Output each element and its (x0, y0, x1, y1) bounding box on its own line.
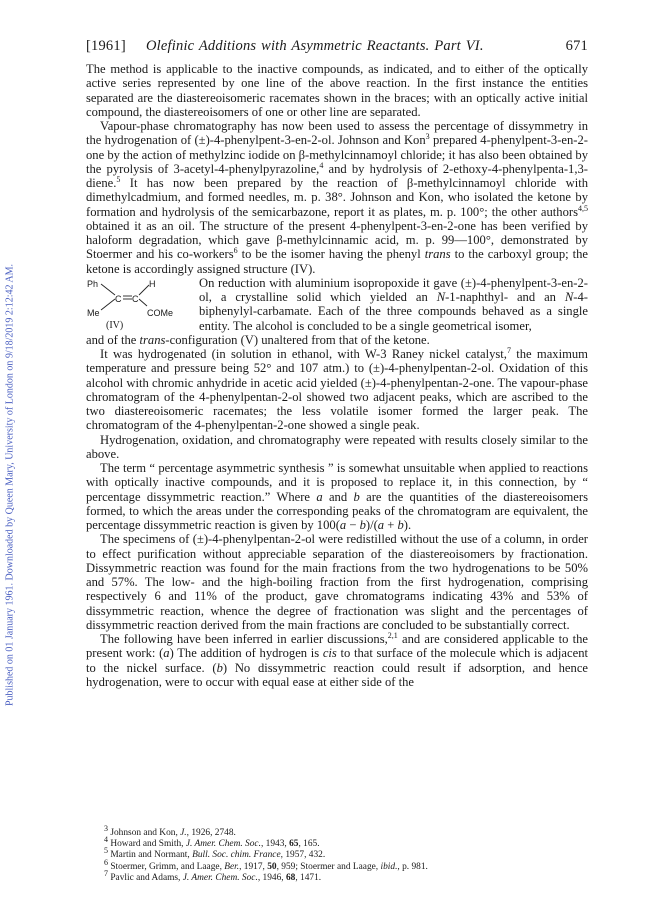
bond-h (139, 285, 149, 295)
page-number: 671 (565, 38, 588, 54)
atom-me: Me (87, 307, 100, 318)
structure-bonds (86, 276, 198, 333)
atom-c2: C (132, 293, 139, 304)
paragraph-chromatography: Vapour-phase chromatography has now been used to assess the percentage of dissymmetry in the hydrogenation of (±)-4-phenylpent-3-en-2-ol. Johnson and Kon$^3$ prepared 4-phenylpent-3-en-2-one by the action of methylzinc iodide on β-methylcinnamoyl chloride; it has also been obtained by the pyrolysis of 3-acetyl-4-phenylpyrazoline,$^4$ and by hydrolysis of 2-ethoxy-4-phenylpenta-1,3-diene.$^5$ It has now been prepared by the reaction of β-methylcinnamoyl chloride with dimethylcadmium, and formed needles, m. p. 38°. Johnson and Kon, who isolated the ketone by formation and hydrolysis of the semicarbazone, report it as plates, m. p. 100°; the other authors$^{4,5}$ obtained it as an oil. The structure of the present 4-phenylpent-3-en-2-one has been verified by haloform degradation, which gave β-methylcinnamic acid, m. p. 99—100°, demonstrated by Stoermer and his co-workers$^6$ to be the isomer having the phenyl trans to the carboxyl group; the ketone is accordingly assigned structure (IV). (86, 119, 589, 276)
paragraph-specimens: The specimens of (±)-4-phenylpentan-2-ol were redistilled without the use of a column, in order to effect purification without appreciable separation of the diastereoisomers by fractionation. Dissymmetric reaction was found for the main fractions from the two hydrogenations to be 50% and 57%. The low- and the high-boiling fraction from the first hydrogenation, comprising respectively 6 and 11% of the product, gave chromatograms indicating 43% and 53% of dissymmetric reaction, whence the degree of fractionation was slight and the percentages of dissymmetric reaction derived from the main fractions are concluded to be substantially correct. (86, 532, 588, 632)
footnote-ref: 5 (116, 174, 121, 184)
download-notice (0, 95, 20, 875)
paragraph-reduction: On reduction with aluminium isopropoxide it gave (±)-4-phenylpent-3-en-2-ol, a crystalline solid which yielded an N-1-naphthyl- and an N-4-biphenylyl-carbamate. Each of the three compounds behaved as a single entity. The alcohol is concluded to be a single geometrical isomer, (199, 275, 588, 333)
paragraph-method: The method is applicable to the inactive compounds, as indicated, and to either of the optically active series represented by one line of the above reaction. In the first instance the entities separated are the diastereoisomeric racemates shown in the braces; with an optically active initial compound, the diastereoisomers of one or other line are separated. (86, 62, 588, 119)
header-year: [1961] (86, 38, 126, 54)
structure-iv-diagram (86, 276, 198, 333)
running-header (86, 38, 588, 56)
atom-c1: C (115, 293, 122, 304)
header-title: Olefinic Additions with Asymmetric Reactants. Part VI. (146, 38, 484, 54)
footnote-7: $^7$ Pavlic and Adams, J. Amer. Chem. Soc., 1946, 68, 1471. (104, 868, 322, 883)
bond-ph (101, 284, 115, 295)
footnote-6: $^6$ Stoermer, Grimm, and Laage, Ber., 1917, 50, 959; Stoermer and Laage, ibid., p. 981. (104, 857, 428, 872)
footnotes (104, 823, 588, 884)
footnote-ref: 6 (233, 246, 238, 256)
footnote-ref: 3 (425, 132, 430, 142)
footnote-ref: 4,5 (578, 203, 588, 213)
structure-label: (IV) (106, 319, 124, 331)
footnote-ref: 2,1 (387, 630, 398, 640)
paragraph-terminology: The term “ percentage asymmetric synthesis ” is somewhat unsuitable when applied to reactions with optically inactive compounds, and it is proposed to replace it, in this connection, by “ percentage dissymmetric reaction.” Where a and b are the quantities of the diastereoisomers formed, to which the areas under the corresponding peaks of the chromatogram are equivalent, the percentage dissymmetric reaction is given by 100(a − b)/(a + b). (86, 461, 588, 532)
paragraph-hydrogenation: It was hydrogenated (in solution in ethanol, with W-3 Raney nickel catalyst,$^7$ the maximum temperature and pressure being 52° and 107 atm.) to (±)-4-phenylpentan-2-ol. Oxidation of this alcohol with chromic anhydride in acetic acid yielded (±)-4-phenylpentan-2-one. The vapour-phase chromatogram of the 4-phenylpentan-2-ol showed two adjacent peaks, which are ascribed to the two diastereoisomeric racemates; the less volatile isomer formed the larger peak. The chromatogram of the 4-phenylpentan-2-one showed a single peak. (86, 345, 588, 433)
atom-ph: Ph (87, 278, 99, 289)
paragraph-repeat: Hydrogenation, oxidation, and chromatography were repeated with results closely similar to the above. (86, 432, 588, 461)
paragraph-reduction-cont: and of the trans-configuration (V) unaltered from that of the ketone. (86, 332, 430, 347)
paragraph-inferences: The following have been inferred in earlier discussions,$^{2,1}$ and are considered applicable to the present work: (a) The addition of hydrogen is cis to that surface of the molecule which is adjacent to the nickel surface. (b) No dissymmetric reaction could result if adsorption, and hence hydrogenation, were to occur with equal ease at either side of the (86, 630, 588, 689)
bond-come (139, 299, 147, 306)
footnote-3: $^3$ Johnson and Kon, J., 1926, 2748. (104, 823, 236, 838)
footnote-ref: 7 (506, 345, 511, 355)
article-body (86, 62, 588, 689)
atom-come: COMe (147, 307, 174, 318)
download-notice-text: Published on 01 January 1961. Downloaded by Queen Mary, University of London on 9/18/2019 2:12:42 AM. (4, 263, 16, 707)
structure-figure-row (86, 276, 588, 333)
footnote-ref: 4 (319, 160, 324, 170)
footnote-5: $^5$ Martin and Normant, Bull. Soc. chim. France, 1957, 432. (104, 846, 326, 861)
bond-me (101, 299, 115, 310)
atom-h: H (149, 278, 156, 289)
footnote-4: $^4$ Howard and Smith, J. Amer. Chem. Soc., 1943, 65, 165. (104, 835, 320, 850)
